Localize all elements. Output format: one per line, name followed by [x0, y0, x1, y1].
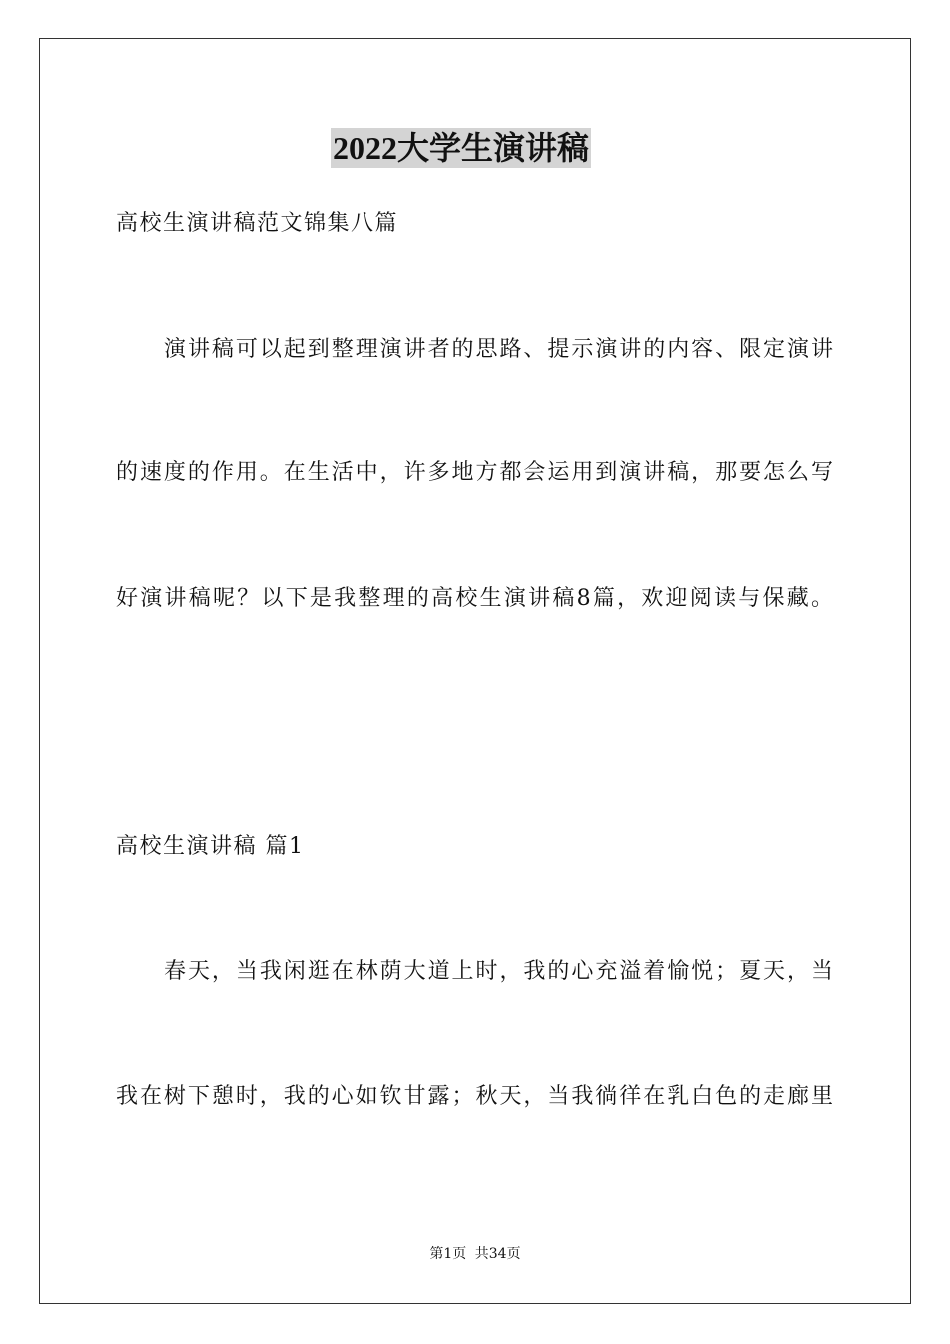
page-number: 第1页: [429, 1246, 467, 1262]
intro-line-2: 的速度的作用。在生活中，许多地方都会运用到演讲稿，那要怎么写: [116, 460, 833, 485]
document-subtitle: 高校生演讲稿范文锦集八篇: [116, 211, 399, 236]
section-line-2: 我在树下憩时，我的心如钦甘露；秋天，当我徜徉在乳白色的走廊里: [116, 1084, 833, 1109]
section-heading: 高校生演讲稿 篇1: [116, 834, 305, 859]
page-total: 共34页: [474, 1246, 521, 1262]
intro-line-3: 好演讲稿呢？以下是我整理的高校生演讲稿8篇，欢迎阅读与保藏。: [116, 586, 833, 611]
intro-line-1: 演讲稿可以起到整理演讲者的思路、提示演讲的内容、限定演讲: [164, 337, 833, 362]
document-title: 2022大学生演讲稿: [333, 130, 590, 166]
page-footer: [0, 1245, 950, 1263]
section-line-1: 春天，当我闲逛在林荫大道上时，我的心充溢着愉悦；夏天，当: [164, 959, 833, 984]
